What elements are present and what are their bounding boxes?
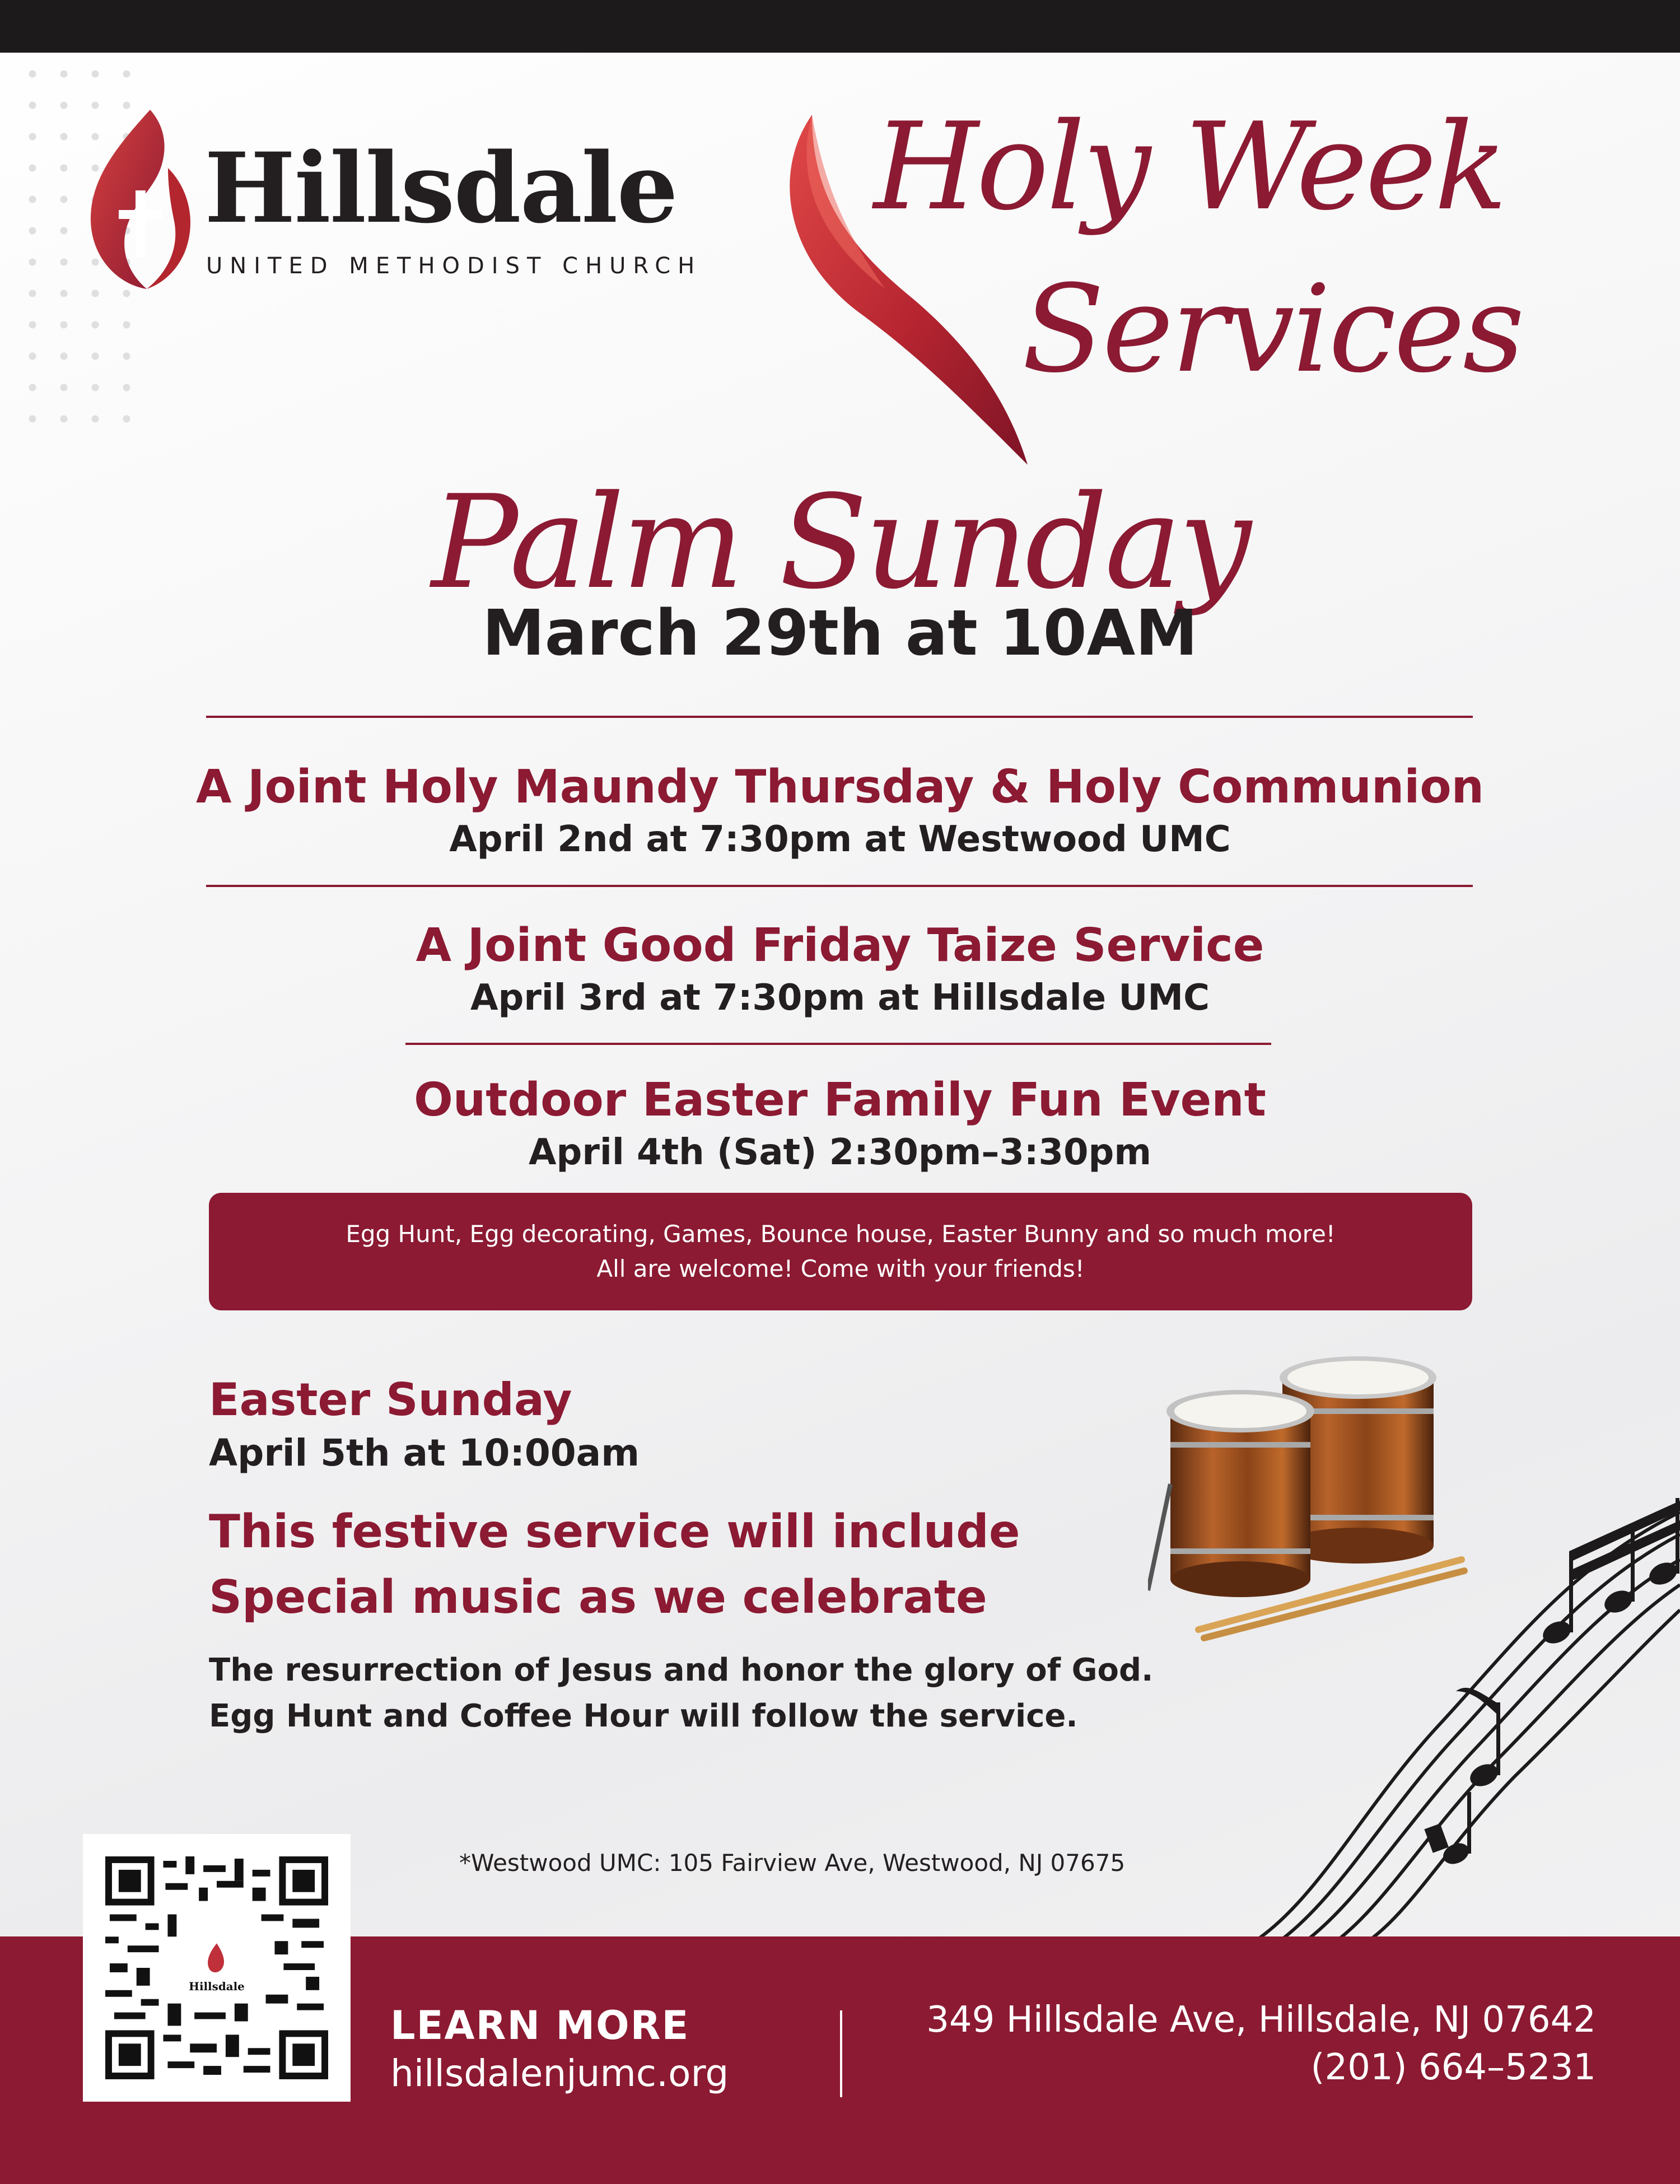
event-title-easter-fun: Outdoor Easter Family Fun Event [414, 1074, 1266, 1127]
qr-code-icon[interactable] [105, 1856, 328, 2079]
church-address: 349 Hillsdale Ave, Hillsdale, NJ 07642 [926, 1999, 1596, 2041]
easter-sunday-title: Easter Sunday [209, 1374, 572, 1426]
top-bar [0, 0, 1680, 53]
divider-rule [206, 716, 1473, 718]
church-phone[interactable]: (201) 664–5231 [1310, 2047, 1596, 2088]
logo-name: Hillsdale [204, 131, 677, 245]
title-holy-week: Holy Week [874, 96, 1505, 237]
banner-line-1: Egg Hunt, Egg decorating, Games, Bounce house, Easter Bunny and so much more! [346, 1220, 1336, 1248]
title-services: Services [1022, 259, 1523, 399]
description-line-2: Egg Hunt and Coffee Hour will follow the service. [209, 1698, 1078, 1734]
flame-cross-icon [84, 106, 196, 291]
logo-subtitle: UNITED METHODIST CHURCH [206, 253, 702, 279]
event-detail-good-friday: April 3rd at 7:30pm at Hillsdale UMC [470, 977, 1210, 1019]
music-notes-graphic [1254, 1490, 1680, 1949]
festive-line-1: This festive service will include [209, 1505, 1020, 1558]
event-title-maundy: A Joint Holy Maundy Thursday & Holy Communion [195, 760, 1485, 814]
website-link[interactable]: hillsdalenjumc.org [390, 2052, 729, 2095]
event-title-good-friday: A Joint Good Friday Taize Service [416, 919, 1264, 972]
easter-sunday-date: April 5th at 10:00am [209, 1431, 640, 1474]
footer-divider [840, 2010, 842, 2097]
description-line-1: The resurrection of Jesus and honor the glory of God. [209, 1652, 1154, 1688]
learn-more-label: LEARN MORE [390, 2003, 690, 2048]
divider-rule [405, 1043, 1271, 1045]
church-logo [84, 106, 700, 297]
activities-banner [209, 1193, 1472, 1310]
event-detail-maundy: April 2nd at 7:30pm at Westwood UMC [449, 819, 1231, 860]
westwood-footnote: *Westwood UMC: 105 Fairview Ave, Westwood, NJ 07675 [459, 1849, 1126, 1877]
event-detail-easter-fun: April 4th (Sat) 2:30pm–3:30pm [528, 1132, 1152, 1173]
divider-rule [206, 885, 1473, 887]
qr-card[interactable] [83, 1834, 351, 2102]
festive-line-2: Special music as we celebrate [209, 1571, 987, 1624]
qr-center-label: Hillsdale [189, 1979, 245, 1993]
palm-sunday-date: March 29th at 10AM [482, 597, 1198, 670]
banner-line-2: All are welcome! Come with your friends! [596, 1255, 1085, 1282]
palm-sunday-title: Palm Sunday [431, 468, 1249, 618]
